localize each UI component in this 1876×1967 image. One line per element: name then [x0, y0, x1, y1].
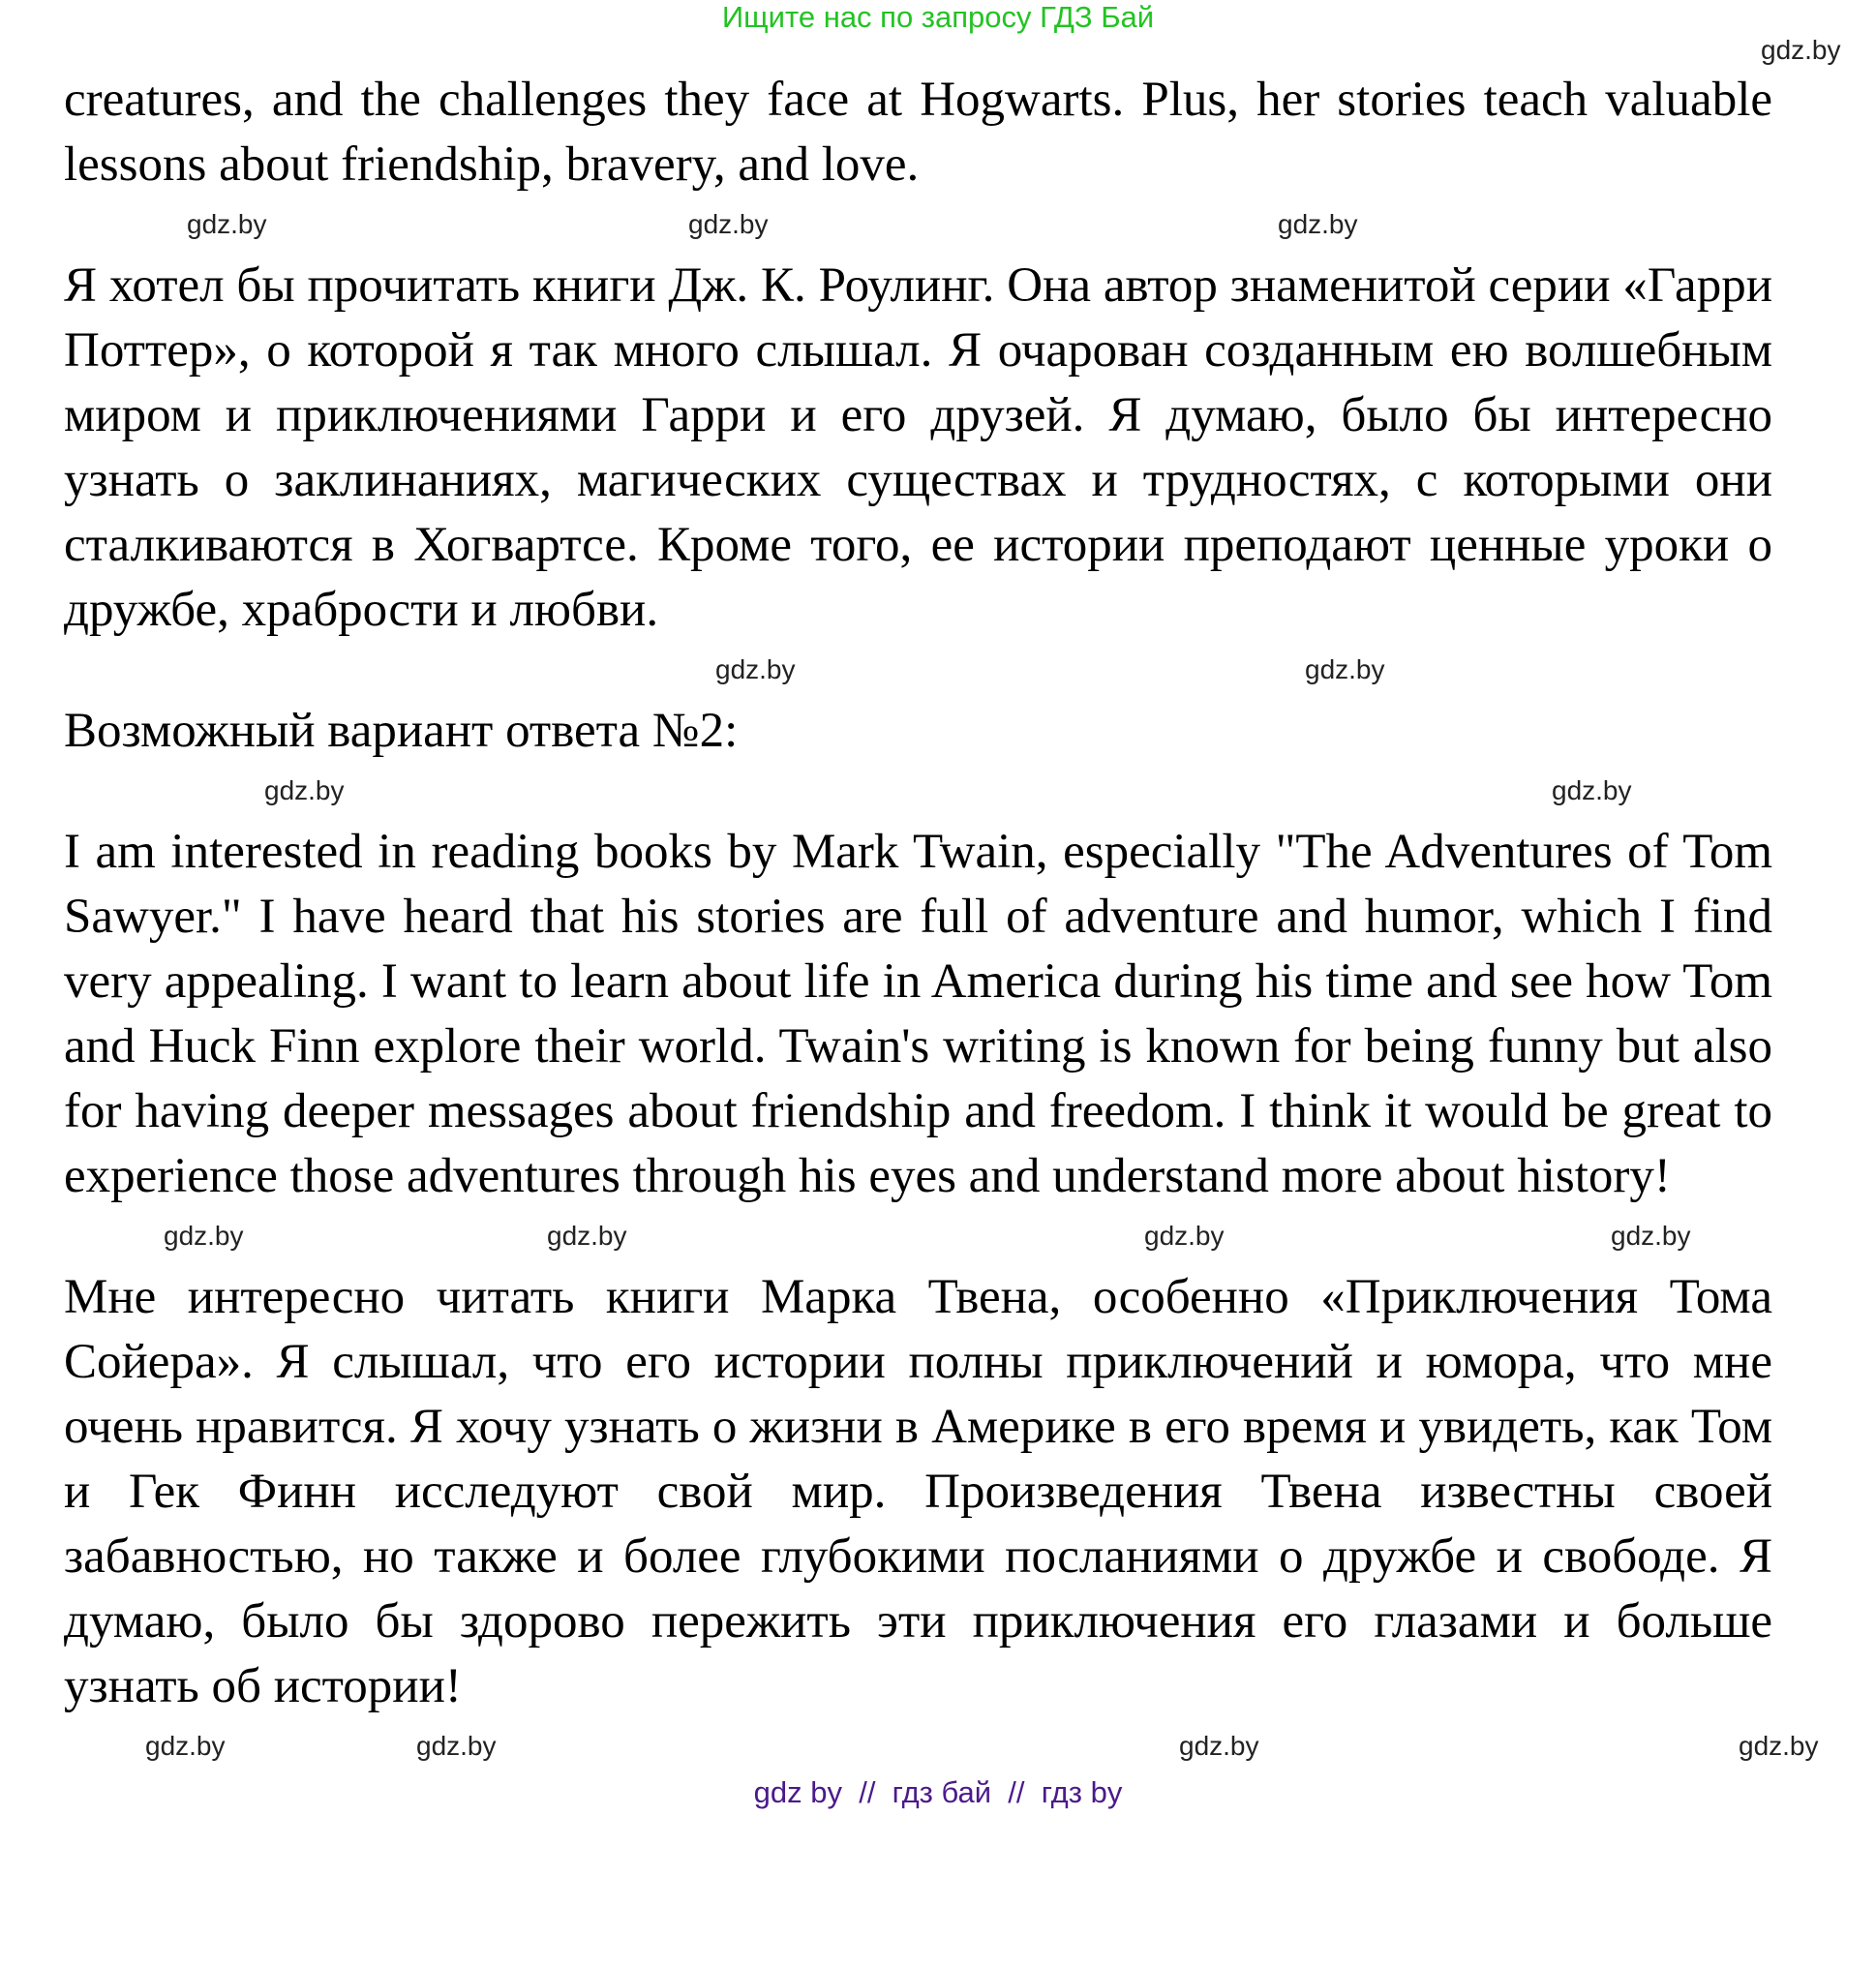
- watermark-row: [0, 1209, 1876, 1265]
- watermark: gdz.by: [164, 1221, 244, 1251]
- watermark-row: [0, 764, 1876, 820]
- paragraph-english-1-end: creatures, and the challenges they face at Hogwarts. Plus, her stories teach valuable lessons about friendship, bravery, and love.: [64, 73, 1772, 192]
- watermark: gdz.by: [547, 1221, 627, 1251]
- watermark: gdz.by: [1552, 775, 1632, 805]
- watermark: gdz.by: [1739, 1731, 1819, 1761]
- watermark: gdz.by: [1278, 209, 1358, 239]
- paragraph-english-2: I am interested in reading books by Mark Twain, especially "The Adventures of Tom Sawyer." I have heard that his stories are full of adventure and humor, which I find very appealing. I want to learn about life in America during his time and see how Tom and Huck Finn explore their world. Twain's writing is known for being funny but also for having deeper messages about friendship and freedom. I think it would be great to experience those adventures through his eyes and understand more about history!: [64, 825, 1772, 1203]
- watermark-row: [0, 197, 1876, 254]
- watermark: gdz.by: [688, 209, 769, 239]
- paragraph-russian-2: Мне интересно читать книги Марка Твена, особенно «Приключения Тома Сойера». Я слышал, что его истории полны приключений и юмора, что мне очень нравится. Я хочу узнать о жизни в Америке в его время и увидеть, как Том и Гек Финн исследуют свой мир. Произведения Твена известны своей забавностью, но также и более глубокими посланиями о дружбе и свободе. Я думаю, было бы здорово пережить эти приключения его глазами и больше узнать об истории!: [64, 1270, 1772, 1713]
- search-hint-banner: Ищите нас по запросу ГДЗ Бай: [721, 0, 1155, 34]
- paragraph-russian-1: Я хотел бы прочитать книги Дж. К. Роулинг. Она автор знаменитой серии «Гарри Поттер», о которой я так много слышал. Я очарован созданным ею волшебным миром и приключениями Гарри и его друзей. Я думаю, было бы интересно узнать о заклинаниях, магических существах и трудностях, с которыми они сталкиваются в Хогвартсе. Кроме того, ее истории преподают ценные уроки о дружбе, храбрости и любви.: [64, 258, 1772, 637]
- footer-site-links: gdz by // гдз бай // гдз by: [753, 1775, 1123, 1809]
- watermark: gdz.by: [1611, 1221, 1691, 1251]
- watermark: gdz.by: [1179, 1731, 1259, 1761]
- watermark-row: [0, 643, 1876, 699]
- watermark: gdz.by: [1305, 654, 1385, 684]
- watermark: gdz.by: [145, 1731, 226, 1761]
- answer-variant-heading: Возможный вариант ответа №2:: [64, 704, 739, 758]
- watermark: gdz.by: [1144, 1221, 1225, 1251]
- watermark: gdz.by: [1761, 35, 1841, 65]
- watermark: gdz.by: [187, 209, 267, 239]
- watermark: gdz.by: [715, 654, 796, 684]
- watermark: gdz.by: [416, 1731, 497, 1761]
- watermark-row: [0, 1719, 1876, 1775]
- watermark: gdz.by: [264, 775, 345, 805]
- watermark-row: [0, 35, 1876, 68]
